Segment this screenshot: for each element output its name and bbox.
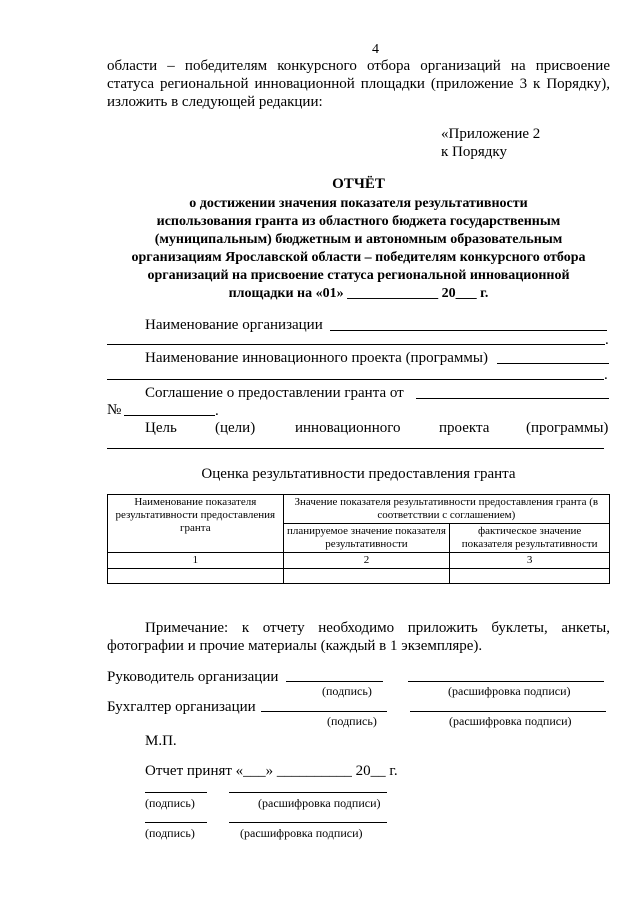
acceptor-decode-field-1[interactable] xyxy=(229,792,387,793)
accountant-label: Бухгалтер организации xyxy=(107,699,256,715)
indicator-name-header: Наименование показателя результативности предоставления гранта xyxy=(108,495,284,553)
note-line-1: Примечание: к отчету необходимо приложить буклеты, анкеты, xyxy=(145,620,610,636)
head-signature-field[interactable] xyxy=(286,681,383,682)
goal-word-5: (программы) xyxy=(526,420,609,436)
table-caption: Оценка результативности предоставления гранта xyxy=(201,466,516,482)
note-line-2: фотографии и прочие материалы (каждый в 1 экземпляре). xyxy=(107,638,483,654)
goal-word-2: (цели) xyxy=(215,420,256,436)
head-signature-caption: (подпись) xyxy=(322,684,372,698)
title-line-4: организациям Ярославской области – победителям конкурсного отбора xyxy=(131,250,586,265)
organization-field[interactable] xyxy=(330,330,607,331)
actual-value-header: фактическое значение показателя результативности xyxy=(450,524,610,553)
title-line-5: организаций на присвоение статуса региональной инновационной xyxy=(147,268,570,283)
acceptor-signature-field-1[interactable] xyxy=(145,792,207,793)
head-decode-field[interactable] xyxy=(408,681,604,682)
agreement-number-label: № xyxy=(107,402,122,418)
intro-line-1: области – победителям конкурсного отбора организаций на присвоение xyxy=(107,58,610,74)
goal-word-4: проекта xyxy=(439,420,490,436)
accountant-decode-field[interactable] xyxy=(410,711,606,712)
title-line-6: площадки на «01» _____________ 20___ г. xyxy=(228,286,489,301)
results-table xyxy=(107,494,610,584)
column-number-2: 2 xyxy=(283,553,450,569)
agreement-number-field[interactable] xyxy=(124,415,215,416)
column-number-1: 1 xyxy=(108,553,284,569)
project-label: Наименование инновационного проекта (программы) xyxy=(145,350,488,366)
title-line-1: о достижении значения показателя результативности xyxy=(189,196,528,211)
project-field-continued[interactable] xyxy=(107,379,604,380)
table-cell-empty[interactable] xyxy=(283,569,450,584)
head-decode-caption: (расшифровка подписи) xyxy=(448,684,571,698)
period-mark: . xyxy=(605,332,609,348)
title-line-3: (муниципальным) бюджетным и автономным образовательным xyxy=(154,232,563,247)
acceptor-decode-caption-2: (расшифровка подписи) xyxy=(240,826,363,840)
appendix-ref-line-1: «Приложение 2 xyxy=(441,126,541,142)
accountant-signature-caption: (подпись) xyxy=(327,714,377,728)
report-heading: ОТЧЁТ xyxy=(332,176,385,192)
acceptor-decode-field-2[interactable] xyxy=(229,822,387,823)
accountant-decode-caption: (расшифровка подписи) xyxy=(449,714,572,728)
period-mark: . xyxy=(604,367,608,383)
title-line-2: использования гранта из областного бюджета государственным xyxy=(156,214,561,229)
indicator-value-header: Значение показателя результативности предоставления гранта (в соответствии с соглашением) xyxy=(283,495,609,524)
acceptor-decode-caption-1: (расшифровка подписи) xyxy=(258,796,381,810)
stamp-mark: М.П. xyxy=(145,733,177,749)
organization-label: Наименование организации xyxy=(145,317,323,333)
intro-line-2: статуса региональной инновационной площадки (приложение 3 к Порядку), xyxy=(107,76,610,92)
period-mark: . xyxy=(215,403,219,419)
goal-word-3: инновационного xyxy=(295,420,401,436)
table-cell-empty[interactable] xyxy=(108,569,284,584)
table-cell-empty[interactable] xyxy=(450,569,610,584)
agreement-label: Соглашение о предоставлении гранта от xyxy=(145,385,404,401)
intro-line-3: изложить в следующей редакции: xyxy=(107,94,323,110)
agreement-date-field[interactable] xyxy=(416,398,609,399)
page-number: 4 xyxy=(372,42,379,57)
goal-field[interactable] xyxy=(107,448,604,449)
organization-field-continued[interactable] xyxy=(107,344,605,345)
report-accepted-label: Отчет принят «___» __________ 20__ г. xyxy=(145,763,398,779)
planned-value-header: планируемое значение показателя результативности xyxy=(283,524,450,553)
head-label: Руководитель организации xyxy=(107,669,279,685)
accountant-signature-field[interactable] xyxy=(261,711,387,712)
acceptor-signature-caption-2: (подпись) xyxy=(145,826,195,840)
project-field[interactable] xyxy=(497,363,609,364)
goal-word-1: Цель xyxy=(145,420,177,436)
acceptor-signature-caption-1: (подпись) xyxy=(145,796,195,810)
appendix-ref-line-2: к Порядку xyxy=(441,144,507,160)
acceptor-signature-field-2[interactable] xyxy=(145,822,207,823)
column-number-3: 3 xyxy=(450,553,610,569)
